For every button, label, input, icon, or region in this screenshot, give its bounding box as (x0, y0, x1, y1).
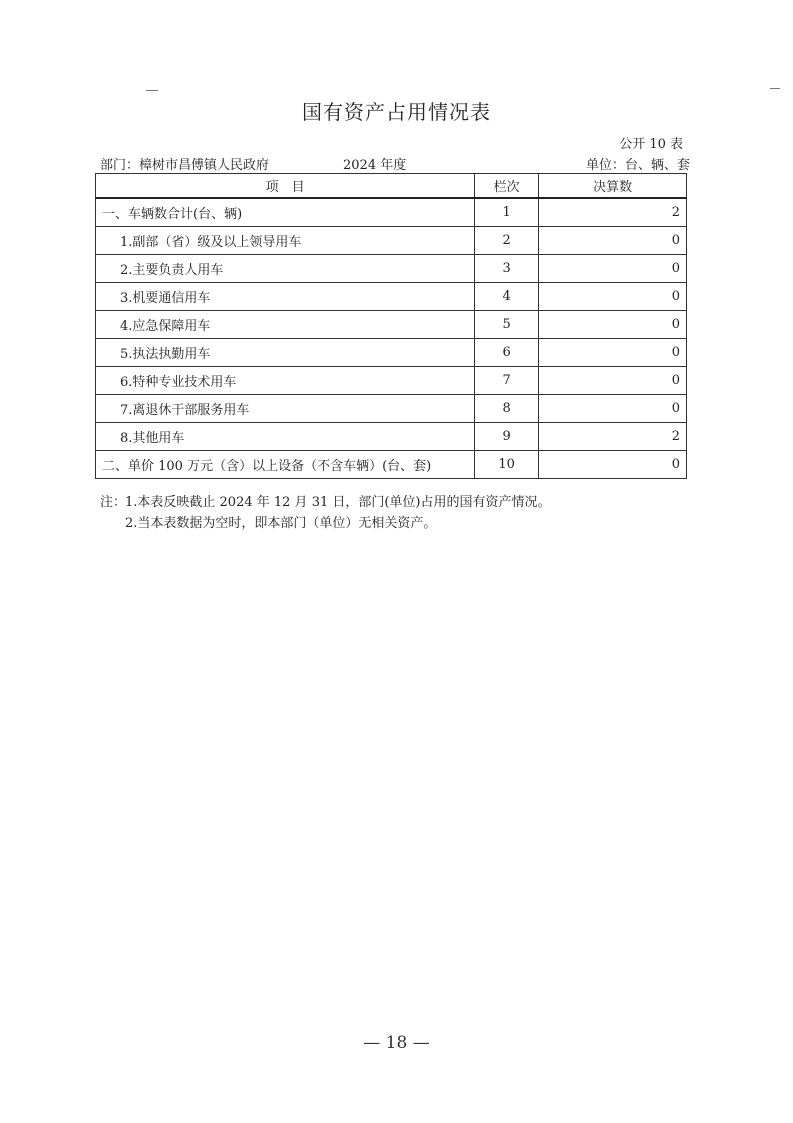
row-value: 0 (539, 227, 687, 255)
fiscal-year: 2024 年度 (343, 158, 407, 173)
table-row (96, 395, 687, 423)
table-row (96, 367, 687, 395)
unit-label: 单位：台、辆、套 (585, 158, 690, 173)
row-item: 4.应急保障用车 (96, 311, 475, 339)
table-row (96, 311, 687, 339)
notes (100, 492, 551, 534)
meta-row (100, 154, 690, 172)
table-row (96, 198, 687, 227)
row-seq: 7 (475, 367, 539, 395)
note-text: 2.当本表数据为空时，即本部门（单位）无相关资产。 (125, 516, 437, 531)
table-row (96, 451, 687, 479)
row-seq: 10 (475, 451, 539, 479)
note-line (100, 513, 551, 534)
table-header-row (96, 174, 687, 199)
table-row (96, 283, 687, 311)
row-value: 0 (539, 339, 687, 367)
note-text: 1.本表反映截止 2024 年 12 月 31 日，部门(单位)占用的国有资产情况。 (125, 495, 551, 510)
row-value: 2 (539, 423, 687, 451)
row-item: 2.主要负责人用车 (96, 255, 475, 283)
row-value: 0 (539, 367, 687, 395)
row-value: 0 (539, 395, 687, 423)
header-seq: 栏次 (475, 174, 539, 199)
table-row (96, 255, 687, 283)
row-seq: 2 (475, 227, 539, 255)
row-item: 二、单价 100 万元（含）以上设备（不含车辆）(台、套) (96, 451, 475, 479)
row-value: 0 (539, 283, 687, 311)
note-prefix: 注： (100, 495, 127, 510)
row-seq: 5 (475, 311, 539, 339)
note-line (100, 492, 551, 513)
row-seq: 9 (475, 423, 539, 451)
row-seq: 3 (475, 255, 539, 283)
row-seq: 1 (475, 198, 539, 227)
form-number: 公开 10 表 (619, 137, 683, 152)
table-row (96, 339, 687, 367)
row-item: 5.执法执勤用车 (96, 339, 475, 367)
table-row (96, 227, 687, 255)
header-value: 决算数 (539, 174, 687, 199)
row-value: 0 (539, 451, 687, 479)
row-item: 一、车辆数合计(台、辆) (96, 198, 475, 227)
row-value: 0 (539, 255, 687, 283)
department-label: 部门：樟树市昌傅镇人民政府 (100, 158, 270, 173)
scan-artifact-right (770, 88, 780, 89)
row-value: 0 (539, 311, 687, 339)
table-row (96, 423, 687, 451)
row-seq: 8 (475, 395, 539, 423)
row-item: 8.其他用车 (96, 423, 475, 451)
scan-artifact-left (146, 90, 158, 91)
page-title: 国有资产占用情况表 (302, 100, 491, 124)
asset-table (95, 173, 687, 479)
row-seq: 6 (475, 339, 539, 367)
row-item: 6.特种专业技术用车 (96, 367, 475, 395)
row-value: 2 (539, 198, 687, 227)
page-number: — 18 — (363, 1033, 430, 1053)
row-item: 7.离退休干部服务用车 (96, 395, 475, 423)
row-item: 1.副部（省）级及以上领导用车 (96, 227, 475, 255)
header-item: 项 目 (96, 174, 475, 199)
row-item: 3.机要通信用车 (96, 283, 475, 311)
row-seq: 4 (475, 283, 539, 311)
